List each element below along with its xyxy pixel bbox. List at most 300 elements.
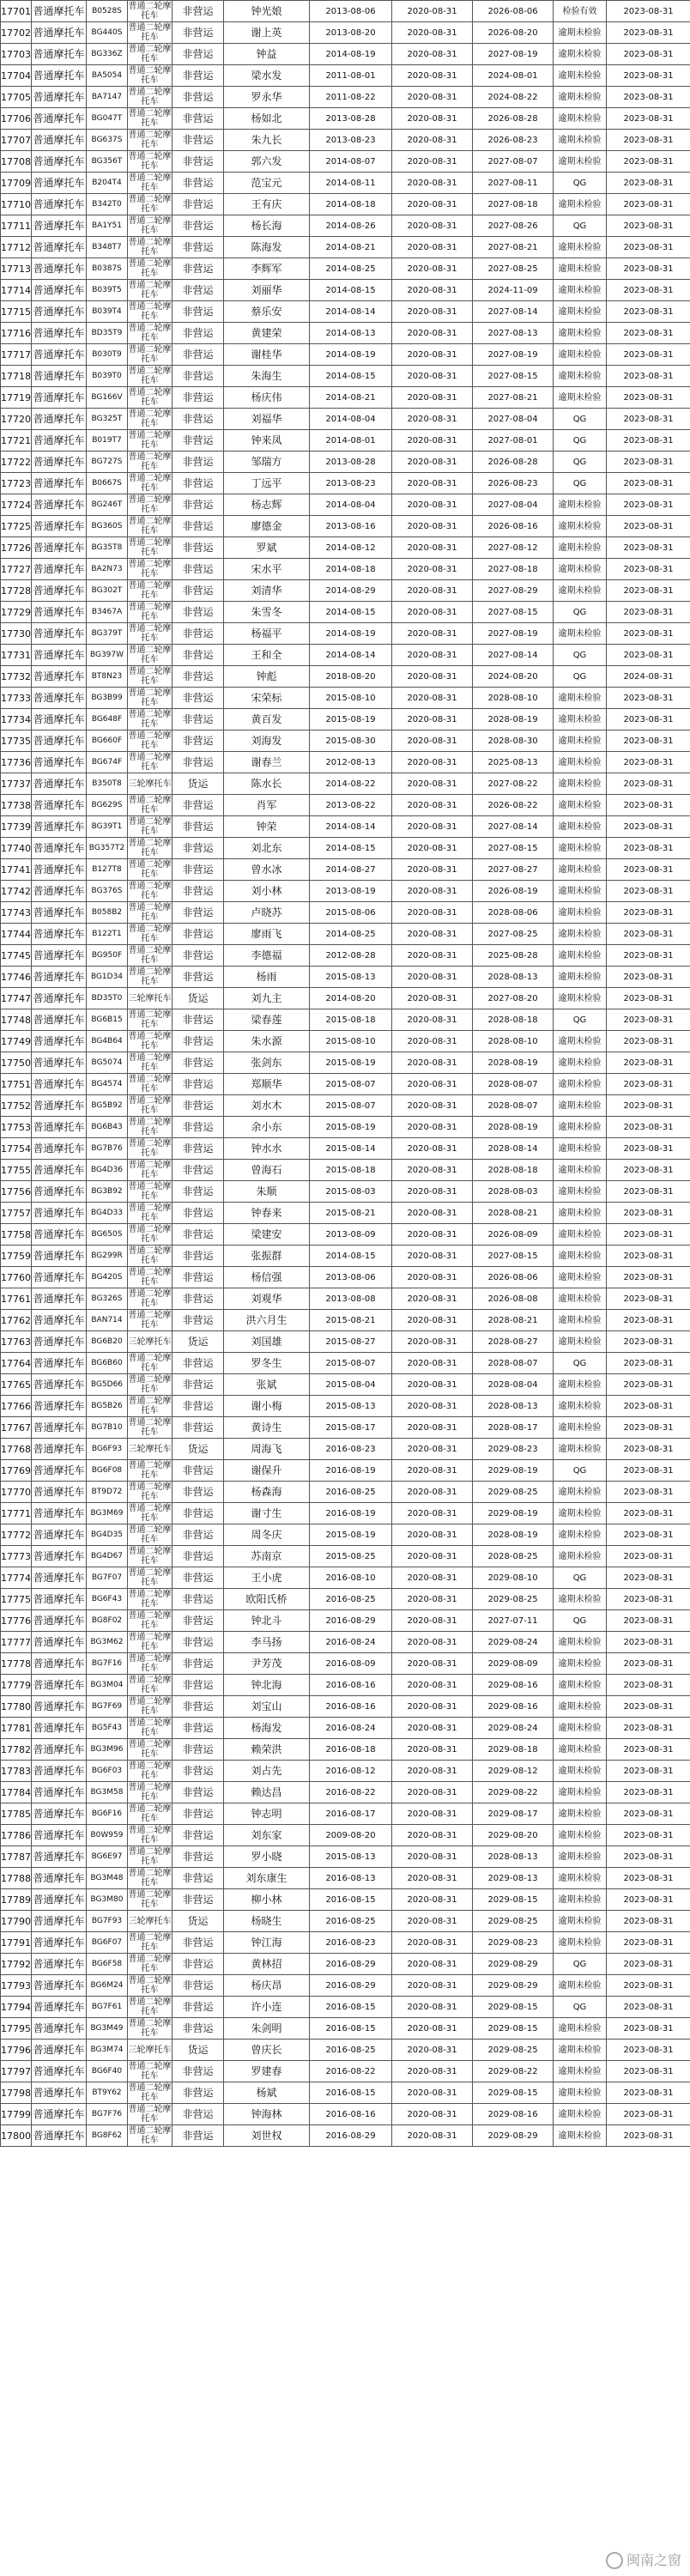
scrap-date-cell: 2027-08-01 xyxy=(473,430,554,452)
record-no-cell: 17701 xyxy=(1,1,32,22)
registration-date-cell: 2016-08-25 xyxy=(310,1589,392,1610)
plate-number-cell: BT9Y62 xyxy=(87,2082,128,2104)
deadline-date-cell: 2023-08-31 xyxy=(607,301,690,323)
vehicle-type-cell: 普通摩托车 xyxy=(32,1954,87,1975)
scrap-date-cell: 2026-08-28 xyxy=(473,108,554,130)
vehicle-type-cell: 普通摩托车 xyxy=(32,22,87,44)
registration-date-cell: 2014-08-04 xyxy=(310,409,392,430)
owner-name-cell: 李马扬 xyxy=(224,1632,310,1653)
vehicle-model-cell: 普通二轮摩托车 xyxy=(128,1182,172,1201)
deadline-date-cell: 2023-08-31 xyxy=(607,602,690,623)
deadline-date-cell: 2023-08-31 xyxy=(607,838,690,859)
table-row xyxy=(1,1846,690,1868)
record-no-cell: 17776 xyxy=(1,1610,32,1632)
owner-name-cell: 陈海发 xyxy=(224,237,310,258)
vehicle-type-cell: 普通摩托车 xyxy=(32,945,87,967)
registration-date-cell: 2015-08-19 xyxy=(310,1052,392,1074)
vehicle-type-cell: 普通摩托车 xyxy=(32,280,87,301)
owner-name-cell: 杨信强 xyxy=(224,1267,310,1288)
scrap-date-cell: 2029-08-29 xyxy=(473,2125,554,2147)
vehicle-model-cell: 普通二轮摩托车 xyxy=(128,903,172,922)
usage-nature-cell: 非营运 xyxy=(172,1954,224,1975)
scrap-date-cell: 2027-08-15 xyxy=(473,838,554,859)
plate-number-cell: BG4D33 xyxy=(87,1203,128,1224)
scrap-date-cell: 2027-08-04 xyxy=(473,409,554,430)
plate-number-cell: BG047T xyxy=(87,108,128,130)
registration-date-cell: 2013-08-09 xyxy=(310,1224,392,1246)
vehicle-type-cell: 普通摩托车 xyxy=(32,409,87,430)
plate-number-cell: BG6B60 xyxy=(87,1353,128,1374)
table-row xyxy=(1,1610,690,1632)
vehicle-model-cell: 普通二轮摩托车 xyxy=(128,1955,172,1973)
vehicle-model-cell: 普通二轮摩托车 xyxy=(128,1032,172,1051)
scrap-date-cell: 2026-08-06 xyxy=(473,1,554,22)
plate-number-cell: BG326S xyxy=(87,1288,128,1310)
vehicle-type-cell: 普通摩托车 xyxy=(32,1052,87,1074)
deadline-date-cell: 2023-08-31 xyxy=(607,215,690,237)
owner-name-cell: 刘占先 xyxy=(224,1761,310,1782)
vehicle-model-cell: 三轮摩托车 xyxy=(128,2040,172,2061)
scrap-date-cell: 2029-08-15 xyxy=(473,1997,554,2018)
registration-date-cell: 2015-08-18 xyxy=(310,1160,392,1181)
deadline-date-cell: 2023-08-31 xyxy=(607,1954,690,1975)
scrap-date-cell: 2029-08-10 xyxy=(473,1567,554,1589)
table-row xyxy=(1,1567,690,1589)
vehicle-type-cell: 普通摩托车 xyxy=(32,1417,87,1439)
deadline-date-cell: 2023-08-31 xyxy=(607,2125,690,2147)
vehicle-status-cell: 逾期未检验 xyxy=(554,1524,607,1546)
registration-date-cell: 2011-08-22 xyxy=(310,87,392,108)
vehicle-model-cell: 普通二轮摩托车 xyxy=(128,603,172,621)
usage-nature-cell: 非营运 xyxy=(172,280,224,301)
scrap-date-cell: 2027-08-19 xyxy=(473,623,554,645)
scrap-date-cell: 2024-11-09 xyxy=(473,280,554,301)
table-row xyxy=(1,1246,690,1267)
usage-nature-cell: 非营运 xyxy=(172,1868,224,1889)
record-no-cell: 17798 xyxy=(1,2082,32,2104)
deadline-date-cell: 2023-08-31 xyxy=(607,65,690,87)
deadline-date-cell: 2023-08-31 xyxy=(607,2040,690,2061)
table-row xyxy=(1,1524,690,1546)
inspection-date-cell: 2020-08-31 xyxy=(392,1095,473,1117)
table-row xyxy=(1,752,690,773)
scrap-date-cell: 2028-08-19 xyxy=(473,1524,554,1546)
deadline-date-cell: 2023-08-31 xyxy=(607,752,690,773)
plate-number-cell: BG6F58 xyxy=(87,1954,128,1975)
vehicle-model-cell: 三轮摩托车 xyxy=(128,1911,172,1932)
scrap-date-cell: 2027-08-07 xyxy=(473,151,554,173)
inspection-date-cell: 2020-08-31 xyxy=(392,1031,473,1052)
watermark-logo-icon xyxy=(606,2552,623,2569)
record-no-cell: 17713 xyxy=(1,258,32,280)
record-no-cell: 17766 xyxy=(1,1396,32,1417)
vehicle-type-cell: 普通摩托车 xyxy=(32,1653,87,1675)
owner-name-cell: 李德福 xyxy=(224,945,310,967)
table-row xyxy=(1,1482,690,1503)
vehicle-status-cell: QG xyxy=(554,645,607,666)
vehicle-model-cell: 普通二轮摩托车 xyxy=(128,345,172,364)
record-no-cell: 17709 xyxy=(1,173,32,194)
inspection-date-cell: 2020-08-31 xyxy=(392,280,473,301)
vehicle-status-cell: 逾期未检验 xyxy=(554,280,607,301)
table-row xyxy=(1,881,690,902)
inspection-date-cell: 2020-08-31 xyxy=(392,795,473,816)
vehicle-status-cell: 逾期未检验 xyxy=(554,945,607,967)
deadline-date-cell: 2023-08-31 xyxy=(607,1825,690,1846)
vehicle-type-cell: 普通摩托车 xyxy=(32,1095,87,1117)
vehicle-model-cell: 普通二轮摩托车 xyxy=(128,1804,172,1823)
scrap-date-cell: 2029-08-18 xyxy=(473,1739,554,1761)
table-row xyxy=(1,1825,690,1846)
scrap-date-cell: 2027-08-27 xyxy=(473,859,554,881)
vehicle-type-cell: 普通摩托车 xyxy=(32,44,87,65)
vehicle-status-cell: 逾期未检验 xyxy=(554,2061,607,2082)
registration-date-cell: 2016-08-22 xyxy=(310,1782,392,1803)
vehicle-type-cell: 普通摩托车 xyxy=(32,1482,87,1503)
record-no-cell: 17724 xyxy=(1,494,32,516)
deadline-date-cell: 2023-08-31 xyxy=(607,1997,690,2018)
usage-nature-cell: 非营运 xyxy=(172,1460,224,1482)
usage-nature-cell: 非营运 xyxy=(172,366,224,387)
vehicle-model-cell: 普通二轮摩托车 xyxy=(128,2062,172,2081)
table-row xyxy=(1,1288,690,1310)
usage-nature-cell: 非营运 xyxy=(172,1589,224,1610)
table-row xyxy=(1,87,690,108)
usage-nature-cell: 非营运 xyxy=(172,258,224,280)
owner-name-cell: 钟海林 xyxy=(224,2104,310,2125)
deadline-date-cell: 2023-08-31 xyxy=(607,1374,690,1396)
registration-date-cell: 2014-08-18 xyxy=(310,194,392,215)
plate-number-cell: BAN714 xyxy=(87,1310,128,1331)
scrap-date-cell: 2026-08-06 xyxy=(473,1267,554,1288)
plate-number-cell: BG420S xyxy=(87,1267,128,1288)
usage-nature-cell: 非营运 xyxy=(172,1267,224,1288)
deadline-date-cell: 2023-08-31 xyxy=(607,344,690,366)
registration-date-cell: 2016-08-29 xyxy=(310,1610,392,1632)
inspection-date-cell: 2020-08-31 xyxy=(392,1203,473,1224)
scrap-date-cell: 2026-08-16 xyxy=(473,516,554,537)
plate-number-cell: B019T7 xyxy=(87,430,128,452)
plate-number-cell: BG1D34 xyxy=(87,967,128,988)
record-no-cell: 17755 xyxy=(1,1160,32,1181)
table-row xyxy=(1,645,690,666)
record-no-cell: 17731 xyxy=(1,645,32,666)
plate-number-cell: B0W959 xyxy=(87,1825,128,1846)
inspection-date-cell: 2020-08-31 xyxy=(392,602,473,623)
scrap-date-cell: 2028-08-27 xyxy=(473,1331,554,1353)
inspection-date-cell: 2020-08-31 xyxy=(392,881,473,902)
scrap-date-cell: 2027-08-13 xyxy=(473,323,554,344)
vehicle-model-cell: 普通二轮摩托车 xyxy=(128,23,172,42)
registration-date-cell: 2011-08-01 xyxy=(310,65,392,87)
usage-nature-cell: 非营运 xyxy=(172,1031,224,1052)
deadline-date-cell: 2023-08-31 xyxy=(607,1460,690,1482)
inspection-date-cell: 2020-08-31 xyxy=(392,1374,473,1396)
table-row xyxy=(1,2125,690,2147)
owner-name-cell: 杨晓生 xyxy=(224,1911,310,1932)
plate-number-cell: BG4574 xyxy=(87,1074,128,1095)
vehicle-status-cell: QG xyxy=(554,1460,607,1482)
inspection-date-cell: 2020-08-31 xyxy=(392,773,473,795)
registration-date-cell: 2013-08-06 xyxy=(310,1,392,22)
table-row xyxy=(1,988,690,1009)
deadline-date-cell: 2023-08-31 xyxy=(607,1417,690,1439)
deadline-date-cell: 2023-08-31 xyxy=(607,1846,690,1868)
scrap-date-cell: 2026-08-23 xyxy=(473,473,554,494)
vehicle-type-cell: 普通摩托车 xyxy=(32,1567,87,1589)
scrap-date-cell: 2029-08-15 xyxy=(473,1889,554,1911)
inspection-date-cell: 2020-08-31 xyxy=(392,430,473,452)
vehicle-model-cell: 普通二轮摩托车 xyxy=(128,431,172,450)
vehicle-status-cell: 逾期未检验 xyxy=(554,22,607,44)
registration-date-cell: 2013-08-08 xyxy=(310,1288,392,1310)
usage-nature-cell: 非营运 xyxy=(172,22,224,44)
record-no-cell: 17745 xyxy=(1,945,32,967)
vehicle-model-cell: 普通二轮摩托车 xyxy=(128,688,172,707)
vehicle-type-cell: 普通摩托车 xyxy=(32,215,87,237)
vehicle-model-cell: 普通二轮摩托车 xyxy=(128,238,172,257)
record-no-cell: 17737 xyxy=(1,773,32,795)
scrap-date-cell: 2026-08-20 xyxy=(473,22,554,44)
table-row xyxy=(1,1503,690,1524)
plate-number-cell: BG8F02 xyxy=(87,1610,128,1632)
vehicle-status-cell: QG xyxy=(554,452,607,473)
record-no-cell: 17773 xyxy=(1,1546,32,1567)
inspection-date-cell: 2020-08-31 xyxy=(392,1653,473,1675)
scrap-date-cell: 2027-08-14 xyxy=(473,301,554,323)
plate-number-cell: B204T4 xyxy=(87,173,128,194)
vehicle-type-cell: 普通摩托车 xyxy=(32,1310,87,1331)
inspection-date-cell: 2020-08-31 xyxy=(392,366,473,387)
table-row xyxy=(1,1868,690,1889)
deadline-date-cell: 2023-08-31 xyxy=(607,516,690,537)
plate-number-cell: B0667S xyxy=(87,473,128,494)
inspection-date-cell: 2020-08-31 xyxy=(392,752,473,773)
vehicle-type-cell: 普通摩托车 xyxy=(32,1524,87,1546)
usage-nature-cell: 非营运 xyxy=(172,1825,224,1846)
owner-name-cell: 刘世权 xyxy=(224,2125,310,2147)
owner-name-cell: 杨海发 xyxy=(224,1718,310,1739)
vehicle-type-cell: 普通摩托车 xyxy=(32,1846,87,1868)
vehicle-type-cell: 普通摩托车 xyxy=(32,387,87,409)
vehicle-status-cell: 逾期未检验 xyxy=(554,387,607,409)
record-no-cell: 17720 xyxy=(1,409,32,430)
owner-name-cell: 朱顺 xyxy=(224,1181,310,1203)
vehicle-model-cell: 普通二轮摩托车 xyxy=(128,130,172,149)
record-no-cell: 17729 xyxy=(1,602,32,623)
scrap-date-cell: 2028-08-04 xyxy=(473,1374,554,1396)
record-no-cell: 17727 xyxy=(1,559,32,580)
owner-name-cell: 郭六发 xyxy=(224,151,310,173)
scrap-date-cell: 2026-08-19 xyxy=(473,881,554,902)
record-no-cell: 17792 xyxy=(1,1954,32,1975)
registration-date-cell: 2015-08-10 xyxy=(310,1031,392,1052)
inspection-date-cell: 2020-08-31 xyxy=(392,1353,473,1374)
deadline-date-cell: 2023-08-31 xyxy=(607,580,690,602)
inspection-date-cell: 2020-08-31 xyxy=(392,967,473,988)
vehicle-type-cell: 普通摩托车 xyxy=(32,881,87,902)
owner-name-cell: 钟江海 xyxy=(224,1932,310,1954)
watermark xyxy=(606,2549,681,2570)
table-row xyxy=(1,1138,690,1160)
inspection-date-cell: 2020-08-31 xyxy=(392,838,473,859)
registration-date-cell: 2014-08-19 xyxy=(310,44,392,65)
owner-name-cell: 刘东家 xyxy=(224,1825,310,1846)
registration-date-cell: 2015-08-10 xyxy=(310,688,392,709)
vehicle-model-cell: 普通二轮摩托车 xyxy=(128,1375,172,1394)
record-no-cell: 17736 xyxy=(1,752,32,773)
inspection-date-cell: 2020-08-31 xyxy=(392,1160,473,1181)
plate-number-cell: BG7F76 xyxy=(87,2104,128,2125)
plate-number-cell: BG4D67 xyxy=(87,1546,128,1567)
scrap-date-cell: 2029-08-12 xyxy=(473,1761,554,1782)
vehicle-type-cell: 普通摩托车 xyxy=(32,452,87,473)
record-no-cell: 17740 xyxy=(1,838,32,859)
vehicle-type-cell: 普通摩托车 xyxy=(32,494,87,516)
scrap-date-cell: 2028-08-18 xyxy=(473,1160,554,1181)
vehicle-model-cell: 普通二轮摩托车 xyxy=(128,946,172,965)
vehicle-status-cell: QG xyxy=(554,173,607,194)
usage-nature-cell: 非营运 xyxy=(172,1417,224,1439)
deadline-date-cell: 2023-08-31 xyxy=(607,1911,690,1932)
vehicle-status-cell: 逾期未检验 xyxy=(554,1224,607,1246)
registration-date-cell: 2015-08-14 xyxy=(310,1138,392,1160)
vehicle-model-cell: 普通二轮摩托车 xyxy=(128,1053,172,1072)
scrap-date-cell: 2027-08-15 xyxy=(473,1246,554,1267)
record-no-cell: 17757 xyxy=(1,1203,32,1224)
vehicle-status-cell: 逾期未检验 xyxy=(554,709,607,730)
scrap-date-cell: 2026-08-22 xyxy=(473,795,554,816)
vehicle-type-cell: 普通摩托车 xyxy=(32,838,87,859)
record-no-cell: 17793 xyxy=(1,1975,32,1997)
record-no-cell: 17705 xyxy=(1,87,32,108)
record-no-cell: 17708 xyxy=(1,151,32,173)
vehicle-status-cell: 逾期未检验 xyxy=(554,194,607,215)
plate-number-cell: BG4B64 xyxy=(87,1031,128,1052)
plate-number-cell: BG166V xyxy=(87,387,128,409)
table-row xyxy=(1,237,690,258)
owner-name-cell: 张斌 xyxy=(224,1374,310,1396)
table-row xyxy=(1,602,690,623)
plate-number-cell: BG660F xyxy=(87,730,128,752)
usage-nature-cell: 非营运 xyxy=(172,967,224,988)
vehicle-type-cell: 普通摩托车 xyxy=(32,323,87,344)
vehicle-status-cell: 逾期未检验 xyxy=(554,730,607,752)
scrap-date-cell: 2029-08-19 xyxy=(473,1503,554,1524)
vehicle-type-cell: 普通摩托车 xyxy=(32,602,87,623)
scrap-date-cell: 2027-08-26 xyxy=(473,215,554,237)
vehicle-type-cell: 普通摩托车 xyxy=(32,2082,87,2104)
owner-name-cell: 刘九主 xyxy=(224,988,310,1009)
vehicle-model-cell: 普通二轮摩托车 xyxy=(128,1676,172,1694)
record-no-cell: 17758 xyxy=(1,1224,32,1246)
vehicle-type-cell: 普通摩托车 xyxy=(32,537,87,559)
plate-number-cell: BD35T0 xyxy=(87,988,128,1009)
usage-nature-cell: 非营运 xyxy=(172,1009,224,1031)
table-row xyxy=(1,452,690,473)
record-no-cell: 17765 xyxy=(1,1374,32,1396)
owner-name-cell: 钟春来 xyxy=(224,1203,310,1224)
vehicle-status-cell: QG xyxy=(554,1997,607,2018)
usage-nature-cell: 货运 xyxy=(172,988,224,1009)
registration-date-cell: 2013-08-06 xyxy=(310,1267,392,1288)
registration-date-cell: 2016-08-15 xyxy=(310,2018,392,2040)
record-no-cell: 17764 xyxy=(1,1353,32,1374)
scrap-date-cell: 2029-08-25 xyxy=(473,2040,554,2061)
owner-name-cell: 周海飞 xyxy=(224,1439,310,1460)
deadline-date-cell: 2023-08-31 xyxy=(607,1031,690,1052)
owner-name-cell: 钟彪 xyxy=(224,666,310,688)
scrap-date-cell: 2028-08-19 xyxy=(473,1052,554,1074)
table-row xyxy=(1,473,690,494)
vehicle-model-cell: 普通二轮摩托车 xyxy=(128,2126,172,2145)
record-no-cell: 17786 xyxy=(1,1825,32,1846)
plate-number-cell: BG357T2 xyxy=(87,838,128,859)
table-row xyxy=(1,709,690,730)
inspection-date-cell: 2020-08-31 xyxy=(392,151,473,173)
vehicle-type-cell: 普通摩托车 xyxy=(32,1288,87,1310)
record-no-cell: 17706 xyxy=(1,108,32,130)
scrap-date-cell: 2027-08-12 xyxy=(473,537,554,559)
deadline-date-cell: 2023-08-31 xyxy=(607,1267,690,1288)
deadline-date-cell: 2023-08-31 xyxy=(607,773,690,795)
vehicle-type-cell: 普通摩托车 xyxy=(32,1589,87,1610)
vehicle-model-cell: 三轮摩托车 xyxy=(128,988,172,1009)
vehicle-type-cell: 普通摩托车 xyxy=(32,795,87,816)
registration-date-cell: 2013-08-22 xyxy=(310,795,392,816)
scrap-date-cell: 2029-08-22 xyxy=(473,2061,554,2082)
plate-number-cell: BG3M62 xyxy=(87,1632,128,1653)
owner-name-cell: 黄建荣 xyxy=(224,323,310,344)
table-row xyxy=(1,344,690,366)
vehicle-type-cell: 普通摩托车 xyxy=(32,902,87,924)
registration-date-cell: 2014-08-15 xyxy=(310,366,392,387)
vehicle-type-cell: 普通摩托车 xyxy=(32,1868,87,1889)
plate-number-cell: BG7B10 xyxy=(87,1417,128,1439)
registration-date-cell: 2014-08-15 xyxy=(310,280,392,301)
inspection-date-cell: 2020-08-31 xyxy=(392,688,473,709)
table-row xyxy=(1,151,690,173)
vehicle-model-cell: 普通二轮摩托车 xyxy=(128,1203,172,1222)
vehicle-model-cell: 普通二轮摩托车 xyxy=(128,860,172,879)
plate-number-cell: BG440S xyxy=(87,22,128,44)
deadline-date-cell: 2023-08-31 xyxy=(607,1868,690,1889)
vehicle-status-cell: 逾期未检验 xyxy=(554,1889,607,1911)
deadline-date-cell: 2023-08-31 xyxy=(607,130,690,151)
table-row xyxy=(1,1803,690,1825)
registration-date-cell: 2016-08-13 xyxy=(310,1868,392,1889)
deadline-date-cell: 2024-08-31 xyxy=(607,666,690,688)
inspection-date-cell: 2020-08-31 xyxy=(392,44,473,65)
vehicle-type-cell: 普通摩托车 xyxy=(32,1439,87,1460)
table-row xyxy=(1,2061,690,2082)
vehicle-status-cell: 逾期未检验 xyxy=(554,580,607,602)
scrap-date-cell: 2028-08-25 xyxy=(473,1546,554,1567)
inspection-date-cell: 2020-08-31 xyxy=(392,215,473,237)
table-row xyxy=(1,194,690,215)
vehicle-model-cell: 普通二轮摩托车 xyxy=(128,1461,172,1480)
registration-date-cell: 2014-08-15 xyxy=(310,838,392,859)
usage-nature-cell: 非营运 xyxy=(172,130,224,151)
registration-date-cell: 2015-08-04 xyxy=(310,1374,392,1396)
owner-name-cell: 梁春莲 xyxy=(224,1009,310,1031)
inspection-date-cell: 2020-08-31 xyxy=(392,1739,473,1761)
vehicle-model-cell: 三轮摩托车 xyxy=(128,1439,172,1460)
table-row xyxy=(1,1696,690,1718)
vehicle-type-cell: 普通摩托车 xyxy=(32,237,87,258)
record-no-cell: 17754 xyxy=(1,1138,32,1160)
vehicle-status-cell: 逾期未检验 xyxy=(554,902,607,924)
